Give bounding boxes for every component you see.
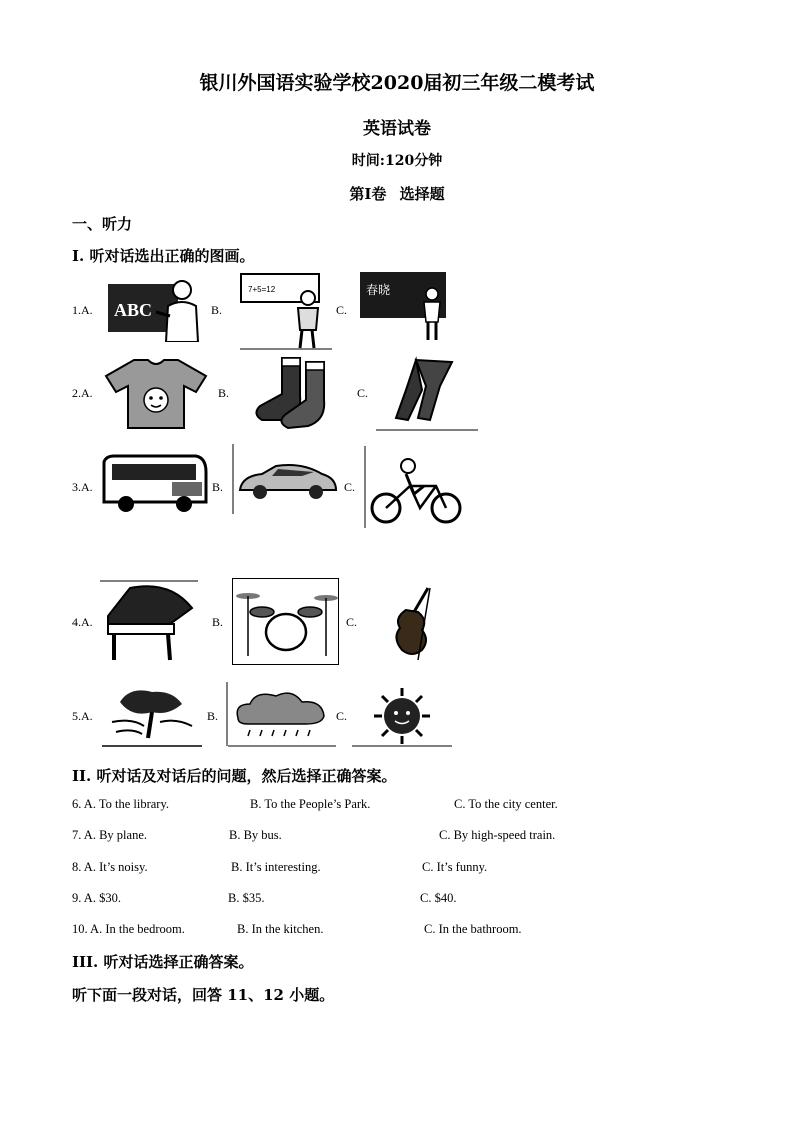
trousers-picture	[376, 356, 478, 432]
q3-option-b-label: B.	[212, 480, 224, 494]
q10-option-c: C. In the bathroom.	[424, 922, 522, 936]
drums-picture	[232, 578, 340, 666]
rainy-weather-picture	[226, 682, 336, 748]
q7-option-c: C. By high-speed train.	[439, 828, 556, 842]
tshirt-picture	[104, 356, 208, 430]
board-text-abc: ABC	[114, 300, 153, 320]
piano-picture	[100, 580, 198, 664]
q7-option-b: B. By bus.	[229, 828, 282, 842]
q10-option-a: 10. A. In the bedroom.	[72, 922, 185, 936]
bicycle-picture	[364, 446, 468, 528]
q3-label: 3.A.	[72, 480, 93, 494]
q4-option-b-label: B.	[212, 615, 224, 629]
section-listening-heading: 一、听力	[72, 215, 133, 233]
q9-option-b: B. $35.	[228, 891, 265, 905]
teacher-math-picture	[240, 270, 332, 350]
part3-instruction: 听下面一段对话，回答 11、12 小题。	[72, 986, 335, 1004]
q1-option-c-label: C.	[336, 303, 348, 317]
q9-option-c: C. $40.	[420, 891, 457, 905]
q5-label: 5.A.	[72, 709, 93, 723]
q7-option-a: 7. A. By plane.	[72, 828, 147, 842]
q3-option-c-label: C.	[344, 480, 356, 494]
board-text-chunxiao: 春晓	[366, 283, 391, 297]
q8-option-c: C. It’s funny.	[422, 860, 488, 874]
part3-heading: III. 听对话选择正确答案。	[72, 953, 254, 971]
q6-option-a: 6. A. To the library.	[72, 797, 170, 811]
q5-option-b-label: B.	[207, 709, 219, 723]
bus-picture	[100, 452, 210, 516]
socks-picture	[248, 356, 334, 432]
q8-option-a: 8. A. It’s noisy.	[72, 860, 148, 874]
exam-subtitle: 英语试卷	[363, 119, 431, 139]
board-text-math: 7+5=12	[248, 285, 276, 294]
car-picture	[232, 444, 340, 514]
q4-label: 4.A.	[72, 615, 93, 629]
exam-title: 银川外国语实验学校2020届初三年级二模考试	[199, 72, 595, 94]
volume-heading: 第I卷 选择题	[349, 185, 445, 203]
violin-picture	[384, 584, 448, 664]
part1-heading: I. 听对话选出正确的图画。	[72, 247, 255, 265]
q2-option-b-label: B.	[218, 386, 230, 400]
windy-weather-picture	[102, 682, 202, 748]
sunny-weather-picture	[352, 686, 452, 748]
q6-option-c: C. To the city center.	[454, 797, 558, 811]
q9-option-a: 9. A. $30.	[72, 891, 121, 905]
q4-option-c-label: C.	[346, 615, 358, 629]
teacher-abc-picture	[108, 276, 200, 342]
part2-heading: II. 听对话及对话后的问题，然后选择正确答案。	[72, 767, 397, 785]
q1-label: 1.A.	[72, 303, 93, 317]
q10-option-b: B. In the kitchen.	[237, 922, 324, 936]
q8-option-b: B. It’s interesting.	[231, 860, 321, 874]
q2-label: 2.A.	[72, 386, 93, 400]
q1-option-b-label: B.	[211, 303, 223, 317]
q5-option-c-label: C.	[336, 709, 348, 723]
exam-time: 时间:120分钟	[351, 153, 443, 169]
teacher-chunxiao-picture	[360, 272, 448, 342]
q6-option-b: B. To the People’s Park.	[250, 797, 371, 811]
q2-option-c-label: C.	[357, 386, 369, 400]
